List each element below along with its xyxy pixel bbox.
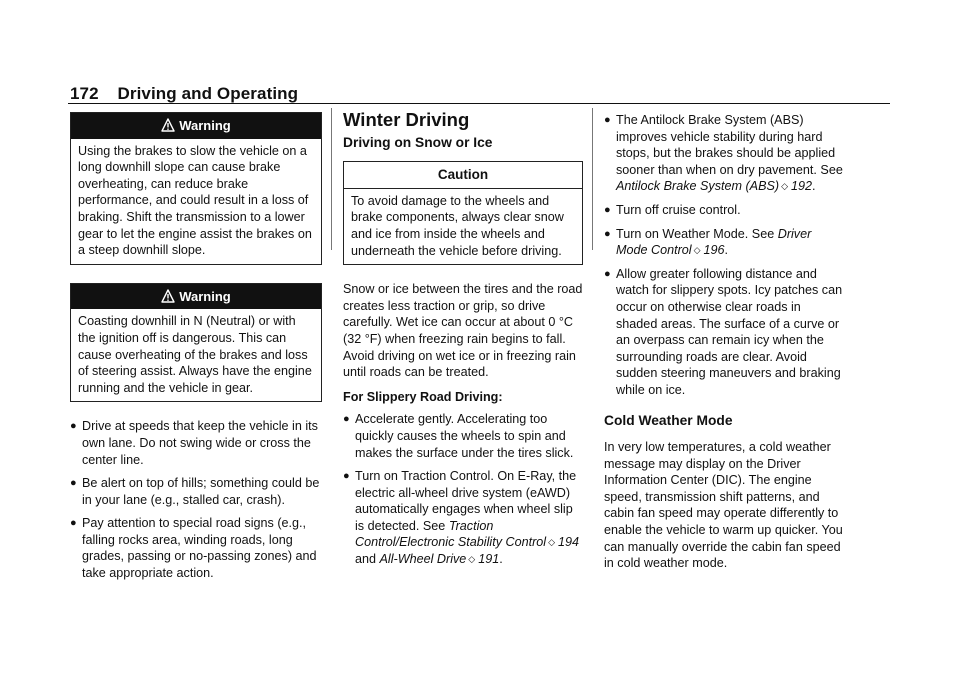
list-item: ● Accelerate gently. Accelerating too quickly causes the wheels to spin and makes the surface under the tires slick. bbox=[343, 412, 574, 460]
list-item: ● Allow greater following distance and watch for slippery spots. Icy patches can occur on otherwise clear roads in shaded areas. The surface of a curve or an overpass can remain icy when the surrounding roads are clear. Avoid sudden steering maneuvers and braking while on ice. bbox=[604, 266, 843, 397]
list-item: ● The Antilock Brake System (ABS) improves vehicle stability during hard stops, but the brakes should be applied sooner than when on dry pavement. See Antilock Brake System (ABS) ◇ 192. bbox=[604, 113, 843, 194]
page-number: 172 bbox=[70, 84, 99, 103]
bullet-icon: ● bbox=[70, 420, 77, 433]
column-divider-1 bbox=[331, 108, 332, 250]
warning-text: Coasting downhill in N (Neutral) or with the ignition off is dangerous. This can cause overheating of the brakes and loss of steering assist. Always have the engine running and the vehicle in gear. bbox=[78, 314, 312, 395]
subsection-heading: Driving on Snow or Ice bbox=[343, 134, 493, 150]
bullet-icon: ● bbox=[604, 203, 611, 216]
warning-icon bbox=[161, 289, 175, 303]
warning-box-2 bbox=[70, 283, 322, 403]
bullet-icon: ● bbox=[343, 470, 350, 483]
list-item: ● Drive at speeds that keep the vehicle in its own lane. Do not swing wide or cross the center line. bbox=[70, 419, 318, 467]
list-item: ● Turn off cruise control. bbox=[604, 202, 741, 217]
warning-text: Using the brakes to slow the vehicle on a long downhill slope can cause brake overheating, can reduce brake performance, and could result in a loss of braking. Shift the transmission to a lower gear to let the engine assist the brakes on a steep downhill slope. bbox=[78, 143, 312, 258]
warning-title: Warning bbox=[179, 118, 231, 133]
bullet-icon: ● bbox=[70, 517, 77, 530]
xref-link[interactable]: Antilock Brake System (ABS) bbox=[616, 179, 780, 194]
bullet-list bbox=[70, 418, 322, 581]
list-item: ● Turn on Weather Mode. See Driver Mode Control ◇ 196. bbox=[604, 226, 812, 258]
bullet-icon: ● bbox=[604, 227, 611, 240]
xref-link[interactable]: Traction Control/Electronic Stability Control bbox=[355, 518, 547, 550]
slippery-road-label: For Slippery Road Driving: bbox=[343, 389, 503, 404]
page-header bbox=[70, 84, 298, 104]
page-ref-icon: ◇ bbox=[693, 245, 701, 256]
warning-box-1 bbox=[70, 112, 322, 265]
list-item: ● Be alert on top of hills; something could be in your lane (e.g., stalled car, crash). bbox=[70, 476, 320, 507]
section-heading: Winter Driving bbox=[343, 109, 470, 130]
page-ref[interactable]: 192 bbox=[791, 179, 813, 194]
column-divider-2 bbox=[592, 108, 593, 250]
paragraph: In very low temperatures, a cold weather message may display on the Driver Information Center (DIC). The engine speed, transmission shift patterns, and cabin fan speed may operate differently to enable the vehicle to warm up quicker. You can manually override the cabin fan speed in cold weather mode. bbox=[604, 440, 843, 571]
caution-box bbox=[343, 161, 583, 265]
bullet-list bbox=[343, 411, 583, 567]
warning-icon bbox=[161, 118, 175, 132]
column-1 bbox=[70, 112, 322, 589]
page-ref[interactable]: 191 bbox=[478, 552, 500, 567]
page-ref-icon: ◇ bbox=[548, 537, 556, 548]
xref-link[interactable]: All-Wheel Drive bbox=[379, 552, 467, 567]
warning-header bbox=[71, 113, 321, 139]
list-item: ● Turn on Traction Control. On E-Ray, the electric all-wheel drive system (eAWD) automatically engages when wheel slip is detected. See Traction Control/Electronic Stability Control ◇ 194 and All-Wheel Drive ◇ 191. bbox=[343, 469, 580, 567]
xref-link[interactable]: Driver Mode Control bbox=[616, 226, 812, 258]
paragraph: Snow or ice between the tires and the road creates less traction or grip, so drive carefully. Wet ice can occur at about 0 °C (32 °F) when freezing rain begins to fall. Avoid driving on wet ice or in freezing rain until roads can be treated. bbox=[343, 282, 583, 380]
header-rule bbox=[68, 103, 890, 104]
caution-title: Caution bbox=[344, 162, 582, 189]
column-3 bbox=[604, 112, 844, 580]
bullet-list bbox=[604, 112, 844, 399]
bullet-icon: ● bbox=[343, 413, 350, 426]
bullet-icon: ● bbox=[70, 477, 77, 490]
page-ref-icon: ◇ bbox=[468, 554, 476, 565]
bullet-icon: ● bbox=[604, 267, 611, 280]
list-item: ● Pay attention to special road signs (e.g., falling rocks area, winding roads, long grades, passing or no-passing zones) and take appropriate action. bbox=[70, 516, 317, 581]
column-2 bbox=[343, 109, 583, 575]
section-title: Driving and Operating bbox=[117, 84, 299, 103]
page-ref-icon: ◇ bbox=[781, 181, 788, 192]
warning-header bbox=[71, 284, 321, 310]
page-ref[interactable]: 196 bbox=[703, 243, 725, 258]
caution-text: To avoid damage to the wheels and brake components, always clear snow and ice from inside the wheels and underneath the vehicle before driving. bbox=[351, 193, 564, 258]
warning-title: Warning bbox=[179, 288, 231, 304]
page-ref[interactable]: 194 bbox=[558, 535, 580, 550]
subsection-heading: Cold Weather Mode bbox=[604, 412, 733, 428]
bullet-icon: ● bbox=[604, 114, 611, 126]
